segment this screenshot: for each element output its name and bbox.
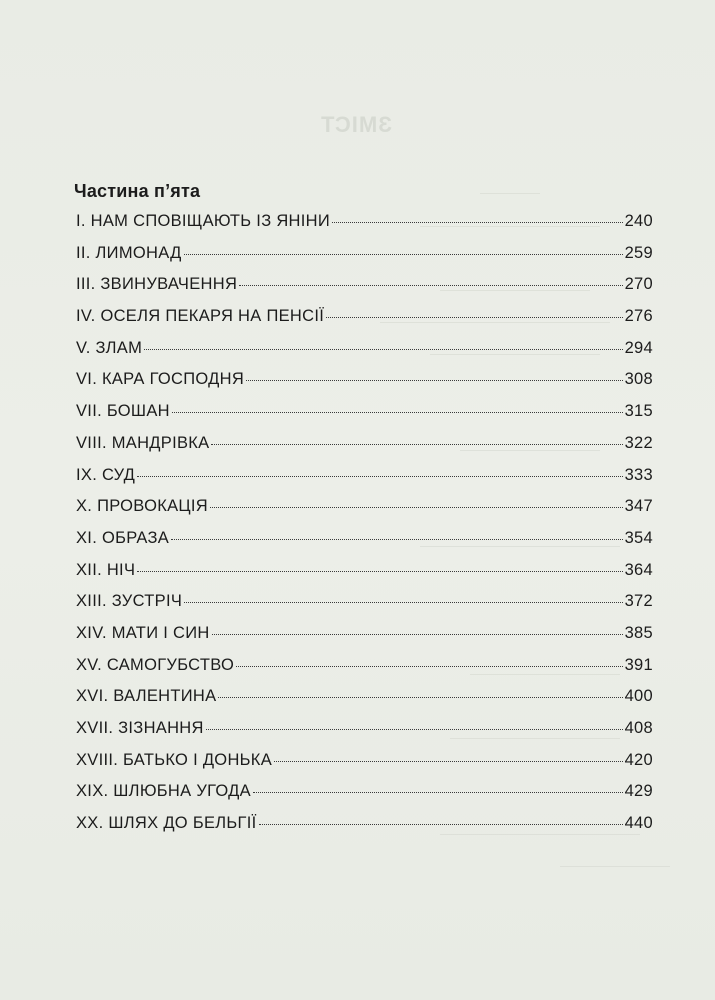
table-of-contents — [76, 212, 653, 846]
toc-entry — [76, 814, 653, 846]
page-number: 308 — [624, 370, 653, 389]
toc-entry — [76, 656, 653, 688]
toc-entry — [76, 719, 653, 751]
chapter-title: I. НАМ СПОВІЩАЮТЬ ІЗ ЯНІНИ — [76, 212, 331, 230]
chapter-title: V. ЗЛАМ — [76, 338, 143, 357]
bleed-through-ghost: ЗМІСТ — [320, 112, 392, 137]
page-number: 429 — [624, 782, 653, 801]
bleed-through-line — [480, 193, 540, 194]
toc-entry — [76, 466, 653, 498]
dot-leader — [184, 602, 622, 603]
chapter-title: VIII. МАНДРІВКА — [76, 433, 210, 452]
chapter-title: VII. БОШАН — [76, 402, 170, 421]
toc-entry — [76, 497, 653, 529]
dot-leader — [137, 476, 622, 477]
page-number: 347 — [624, 497, 653, 516]
chapter-title: XVIII. БАТЬКО І ДОНЬКА — [76, 750, 273, 769]
toc-entry — [76, 529, 653, 561]
dot-leader — [137, 571, 622, 572]
page-number: 322 — [624, 433, 653, 452]
dot-leader — [172, 412, 623, 413]
dot-leader — [274, 761, 623, 762]
dot-leader — [253, 792, 623, 793]
page-number: 400 — [624, 687, 653, 706]
chapter-title: XV. САМОГУБСТВО — [76, 655, 235, 674]
chapter-title: XVII. ЗІЗНАННЯ — [76, 719, 204, 737]
page-number: 440 — [624, 814, 653, 833]
toc-entry — [76, 782, 653, 814]
dot-leader — [210, 507, 623, 508]
toc-entry — [76, 212, 653, 244]
dot-leader — [212, 634, 623, 635]
dot-leader — [144, 349, 622, 350]
dot-leader — [218, 697, 622, 698]
page-number: 333 — [624, 465, 653, 484]
dot-leader — [184, 254, 623, 255]
page-number: 270 — [624, 275, 653, 294]
chapter-title: XX. ШЛЯХ ДО БЕЛЬГІЇ — [76, 814, 257, 833]
page-number: 408 — [624, 719, 653, 737]
toc-entry — [76, 751, 653, 783]
chapter-title: IV. ОСЕЛЯ ПЕКАРЯ НА ПЕНСІЇ — [76, 307, 325, 326]
bleed-through-line — [560, 866, 670, 867]
page-number: 391 — [624, 655, 653, 674]
dot-leader — [246, 380, 623, 381]
page-number: 372 — [624, 592, 653, 611]
toc-entry — [76, 275, 653, 307]
page-number: 385 — [624, 623, 653, 642]
toc-entry — [76, 592, 653, 624]
toc-entry — [76, 687, 653, 719]
chapter-title: XVI. ВАЛЕНТИНА — [76, 687, 217, 706]
dot-leader — [171, 539, 622, 540]
page-number: 240 — [624, 212, 653, 230]
page-number: 420 — [624, 750, 653, 769]
page-number: 354 — [624, 528, 653, 547]
chapter-title: X. ПРОВОКАЦІЯ — [76, 497, 209, 516]
section-title: Частина п’ята — [74, 181, 201, 201]
dot-leader — [332, 222, 623, 223]
chapter-title: XII. НІЧ — [76, 560, 136, 579]
dot-leader — [326, 317, 622, 318]
dot-leader — [236, 666, 622, 667]
toc-entry — [76, 434, 653, 466]
chapter-title: VI. КАРА ГОСПОДНЯ — [76, 370, 245, 389]
chapter-title: XIX. ШЛЮБНА УГОДА — [76, 782, 251, 801]
toc-entry — [76, 307, 653, 339]
dot-leader — [206, 729, 623, 730]
toc-entry — [76, 244, 653, 276]
chapter-title: II. ЛИМОНАД — [76, 243, 182, 262]
dot-leader — [211, 444, 622, 445]
chapter-title: IX. СУД — [76, 465, 136, 484]
toc-entry — [76, 402, 653, 434]
toc-entry — [76, 624, 653, 656]
page-number: 364 — [624, 560, 653, 579]
toc-entry — [76, 561, 653, 593]
chapter-title: XIV. МАТИ І СИН — [76, 623, 210, 642]
page-number: 294 — [624, 338, 653, 357]
chapter-title: III. ЗВИНУВАЧЕННЯ — [76, 275, 238, 294]
toc-entry — [76, 370, 653, 402]
toc-entry — [76, 339, 653, 371]
chapter-title: XI. ОБРАЗА — [76, 528, 170, 547]
dot-leader — [259, 824, 623, 825]
dot-leader — [239, 285, 622, 286]
page-number: 276 — [624, 307, 653, 326]
chapter-title: XIII. ЗУСТРІЧ — [76, 592, 183, 611]
page-number: 315 — [624, 402, 653, 421]
page-number: 259 — [624, 243, 653, 262]
